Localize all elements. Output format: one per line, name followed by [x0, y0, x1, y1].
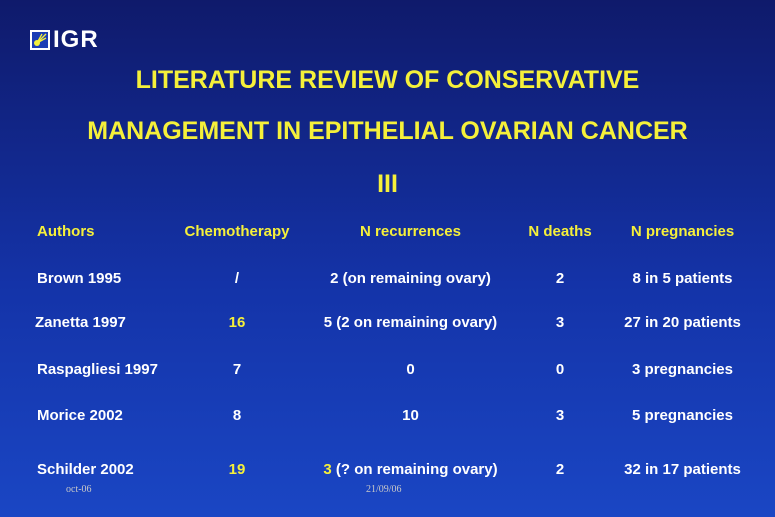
recurrences-cell: 2 (on remaining ovary) [330, 270, 491, 287]
sun-icon [30, 30, 50, 50]
recurrences-cell [298, 461, 523, 478]
recurrences-cell: 0 [406, 361, 415, 378]
logo-text: IGR [53, 26, 99, 53]
pregnancies-cell: 8 in 5 patients [632, 270, 733, 287]
chemo-cell: 19 [228, 461, 246, 478]
author-cell: Zanetta 1997 [35, 314, 126, 331]
chemo-cell: / [234, 270, 240, 287]
title-line-2: MANAGEMENT IN EPITHELIAL OVARIAN CANCER [87, 117, 688, 145]
header-pregnancies: N pregnancies [630, 223, 735, 240]
recurrences-detail: (? on remaining ovary) [331, 461, 498, 478]
header-recurrences: N recurrences [360, 223, 461, 240]
deaths-cell: 3 [555, 314, 565, 331]
recurrences-cell: 5 (2 on remaining ovary) [323, 314, 498, 331]
header-chemotherapy: Chemotherapy [184, 223, 290, 240]
title-line-3: III [377, 170, 398, 198]
title-line-1: LITERATURE REVIEW OF CONSERVATIVE [135, 66, 640, 94]
igr-logo [30, 28, 99, 52]
pregnancies-cell: 27 in 20 patients [624, 314, 741, 331]
recurrences-cell: 10 [402, 407, 419, 424]
deaths-cell: 3 [555, 407, 565, 424]
header-deaths: N deaths [528, 223, 592, 240]
pregnancies-cell: 5 pregnancies [632, 407, 733, 424]
pregnancies-cell: 32 in 17 patients [624, 461, 741, 478]
pregnancies-cell: 3 pregnancies [632, 361, 733, 378]
author-cell: Brown 1995 [37, 270, 122, 287]
author-cell: Schilder 2002 [37, 461, 134, 478]
recurrences-count: 3 [323, 461, 332, 478]
chemo-cell: 8 [232, 407, 242, 424]
footer-date: 21/09/06 [366, 484, 402, 495]
author-cell: Morice 2002 [37, 407, 123, 424]
author-cell: Raspagliesi 1997 [37, 361, 158, 378]
header-authors: Authors [37, 223, 95, 240]
deaths-cell: 0 [555, 361, 565, 378]
chemo-cell: 7 [232, 361, 242, 378]
footer-left: oct-06 [66, 484, 92, 495]
deaths-cell: 2 [555, 461, 565, 478]
chemo-cell: 16 [228, 314, 246, 331]
deaths-cell: 2 [555, 270, 565, 287]
